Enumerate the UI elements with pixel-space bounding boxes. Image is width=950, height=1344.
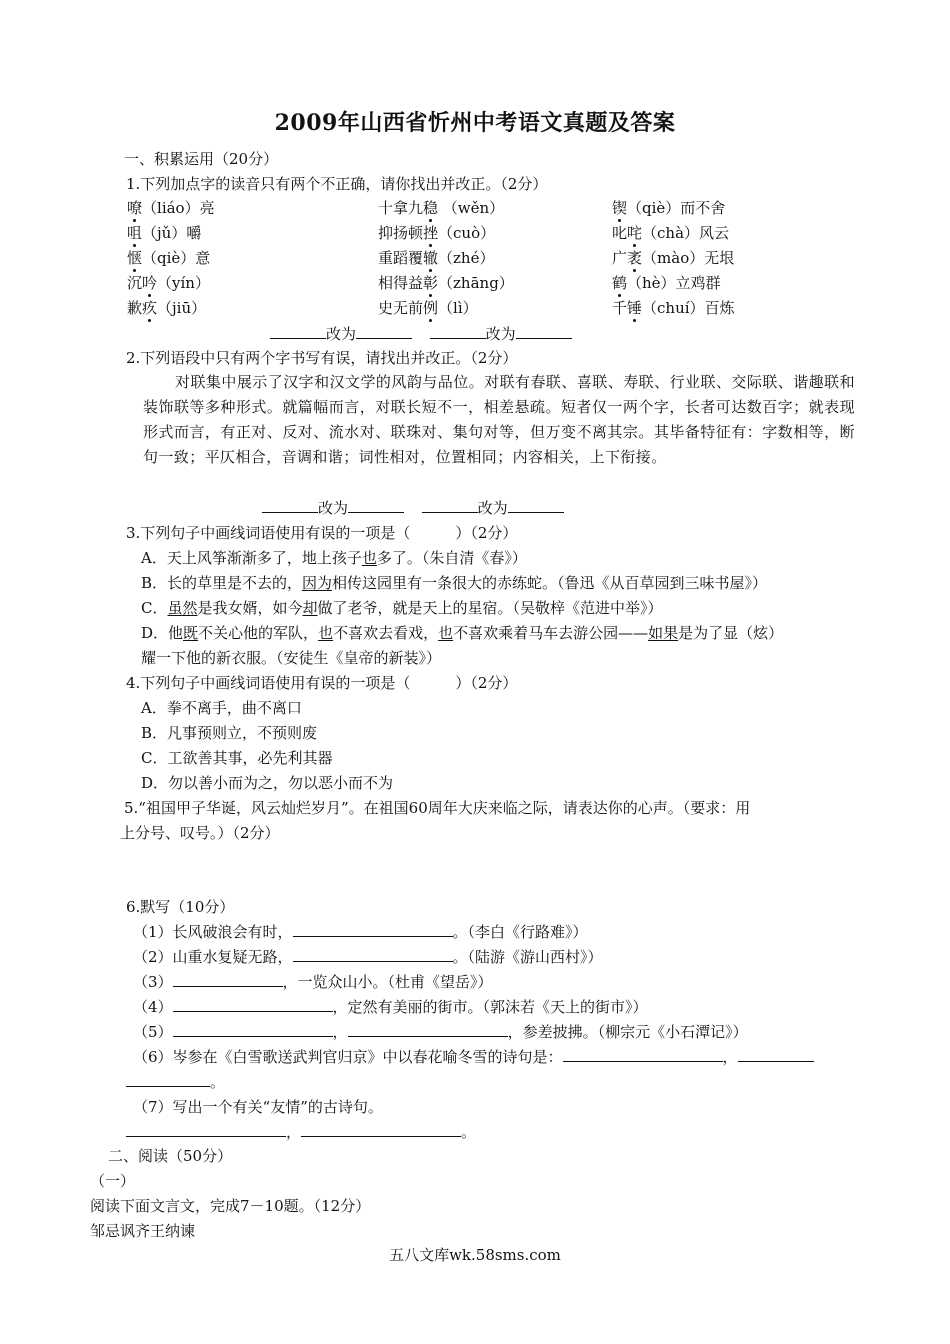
- q6-item-5: （5） ， ，参差披拂。（柳宗元《小石潭记》）: [133, 1023, 748, 1041]
- question-2-stem: 2.下列语段中只有两个字书写有误，请找出并改正。（2分）: [126, 349, 518, 367]
- footer-watermark: 五八文库wk.58sms.com: [389, 1246, 561, 1264]
- q3-option-c: C．虽然是我女婿，如今却做了老爷，就是天上的星宿。（吴敬梓《范进中举》）: [141, 599, 663, 617]
- section-heading-2: 二、阅读（50分）: [108, 1147, 233, 1165]
- q1-item: 嘹（liáo）亮: [127, 199, 215, 217]
- q1-item: 锲（qiè）而不舍: [612, 199, 726, 217]
- answer-blank[interactable]: [348, 498, 404, 513]
- q3-option-d-cont: 耀一下他的新衣服。（安徒生《皇帝的新装》）: [141, 649, 442, 667]
- question-6-stem: 6.默写（10分）: [126, 898, 235, 916]
- q1-item: 歉疚（jiū）: [127, 299, 207, 317]
- answer-blank[interactable]: [126, 1072, 210, 1087]
- answer-blank[interactable]: [262, 498, 318, 513]
- answer-blank[interactable]: [508, 498, 564, 513]
- question-1-stem: 1.下列加点字的读音只有两个不正确，请你找出并改正。（2分）: [126, 175, 548, 193]
- q6-item-7: （7）写出一个有关“友情”的古诗句。: [133, 1098, 383, 1116]
- q4-option-b: B．凡事预则立，不预则废: [141, 724, 318, 742]
- dotted-char: 咤: [627, 224, 643, 242]
- answer-blank[interactable]: [301, 1122, 461, 1137]
- question-3-stem: 3.下列句子中画线词语使用有误的一项是（ ）（2分）: [126, 524, 518, 542]
- q3-option-b: B．长的草里是不去的，因为相传这园里有一条很大的赤练蛇。（鲁迅《从百草园到三味书屋》）: [141, 574, 768, 592]
- q4-option-a: A．拳不离手，曲不离口: [141, 699, 302, 717]
- q1-item: 咀（jǔ）嚼: [127, 224, 202, 242]
- q6-item-3: （3） ，一览众山小。（杜甫《望岳》）: [133, 973, 493, 991]
- dotted-char: 例: [423, 299, 439, 317]
- q1-item: 叱咤（chà）风云: [612, 224, 730, 242]
- dotted-char: 锲: [612, 199, 628, 217]
- q1-item: 千锤（chuí）百炼: [612, 299, 735, 317]
- answer-blank[interactable]: [126, 1122, 286, 1137]
- answer-blank[interactable]: [293, 947, 453, 962]
- q2-answer-line: 改为 改为: [262, 498, 564, 518]
- q6-item-7-answer: ， 。: [126, 1122, 476, 1142]
- page-title: 2009年山西省忻州中考语文真题及答案: [274, 110, 676, 136]
- dotted-char: 嘹: [127, 199, 143, 217]
- answer-blank[interactable]: [422, 498, 478, 513]
- dotted-char: 辙: [423, 249, 439, 267]
- q1-item: 抑扬顿挫（cuò）: [378, 224, 496, 242]
- answer-blank[interactable]: [348, 1022, 508, 1037]
- answer-blank[interactable]: [270, 324, 326, 339]
- dotted-char: 疚: [142, 299, 158, 317]
- q6-item-2: （2）山重水复疑无路， 。（陆游《游山西村》）: [133, 948, 603, 966]
- question-4-stem: 4.下列句子中画线词语使用有误的一项是（ ）（2分）: [126, 674, 518, 692]
- q6-item-6: （6）岑参在《白雪歌送武判官归京》中以春花喻冬雪的诗句是： ，: [133, 1047, 814, 1067]
- answer-blank[interactable]: [173, 997, 333, 1012]
- reading-title: 邹忌讽齐王纳谏: [90, 1222, 196, 1240]
- q1-item: 十拿九稳 （wěn）: [378, 199, 505, 217]
- q3-option-d: D．他既不关心他的军队，也不喜欢去看戏，也不喜欢乘着马车去游公园——如果是为了显（炫）: [141, 624, 784, 642]
- dotted-char: 咀: [127, 224, 143, 242]
- answer-blank[interactable]: [738, 1047, 814, 1062]
- q4-option-c: C．工欲善其事，必先利其器: [141, 749, 333, 767]
- subsection-1: （一）: [90, 1172, 136, 1190]
- q1-item: 沉吟（yín）: [127, 274, 210, 292]
- question-5-line-2: 上分号、叹号。）（2分）: [120, 824, 280, 842]
- q4-option-d: D．勿以善小而为之，勿以恶小而不为: [141, 774, 394, 792]
- q2-paragraph: 对联集中展示了汉字和汉文学的风韵与品位。对联有春联、喜联、寿联、行业联、交际联、谐趣联和装饰联等多种形式。就篇幅而言，对联长短不一，相差悬疏。短者仅一两个字，长者可达数百字；就表现形式而言，有正对、反对、流水对、联珠对、集句对等，但万变不离其宗。其毕备特征有：字数相等，断句一致；平仄相合，音调和谐；词性相对，位置相同；内容相关，上下衔接。: [143, 373, 855, 466]
- dotted-char: 吟: [142, 274, 158, 292]
- answer-blank[interactable]: [173, 1022, 333, 1037]
- answer-blank[interactable]: [430, 324, 486, 339]
- q1-item: 重蹈覆辙（zhé）: [378, 249, 495, 267]
- dotted-char: 挫: [423, 224, 439, 242]
- q1-item: 史无前例（lì）: [378, 299, 478, 317]
- question-5-line-1: 5.“祖国甲子华诞，风云灿烂岁月”。在祖国60周年大庆来临之际，请表达你的心声。（要求：用: [124, 799, 751, 817]
- dotted-char: 鹤: [612, 274, 628, 292]
- reading-stem: 阅读下面文言文，完成7－10题。（12分）: [90, 1197, 371, 1215]
- dotted-char: 惬: [127, 249, 143, 267]
- q6-item-6-cont: 。: [126, 1072, 225, 1092]
- dotted-char: 稳: [423, 199, 439, 217]
- q1-answer-line: 改为 改为: [270, 324, 572, 344]
- dotted-char: 彰: [423, 274, 439, 292]
- q1-item: 广袤（mào）无垠: [612, 249, 735, 267]
- answer-blank[interactable]: [356, 324, 412, 339]
- answer-blank[interactable]: [173, 972, 283, 987]
- q1-item: 惬（qiè）意: [127, 249, 211, 267]
- dotted-char: 袤: [627, 249, 643, 267]
- q1-item: 鹤（hè）立鸡群: [612, 274, 721, 292]
- q6-item-4: （4） ，定然有美丽的街市。（郭沫若《天上的街市》）: [133, 998, 648, 1016]
- answer-blank[interactable]: [563, 1047, 723, 1062]
- q6-item-1: （1）长风破浪会有时， 。（李白《行路难》）: [133, 923, 588, 941]
- dotted-char: 锤: [627, 299, 643, 317]
- q1-item: 相得益彰（zhāng）: [378, 274, 514, 292]
- section-heading-1: 一、积累运用（20分）: [124, 150, 279, 168]
- answer-blank[interactable]: [516, 324, 572, 339]
- answer-blank[interactable]: [293, 922, 453, 937]
- q3-option-a: A．天上风筝渐渐多了，地上孩子也多了。（朱自清《春》）: [141, 549, 527, 567]
